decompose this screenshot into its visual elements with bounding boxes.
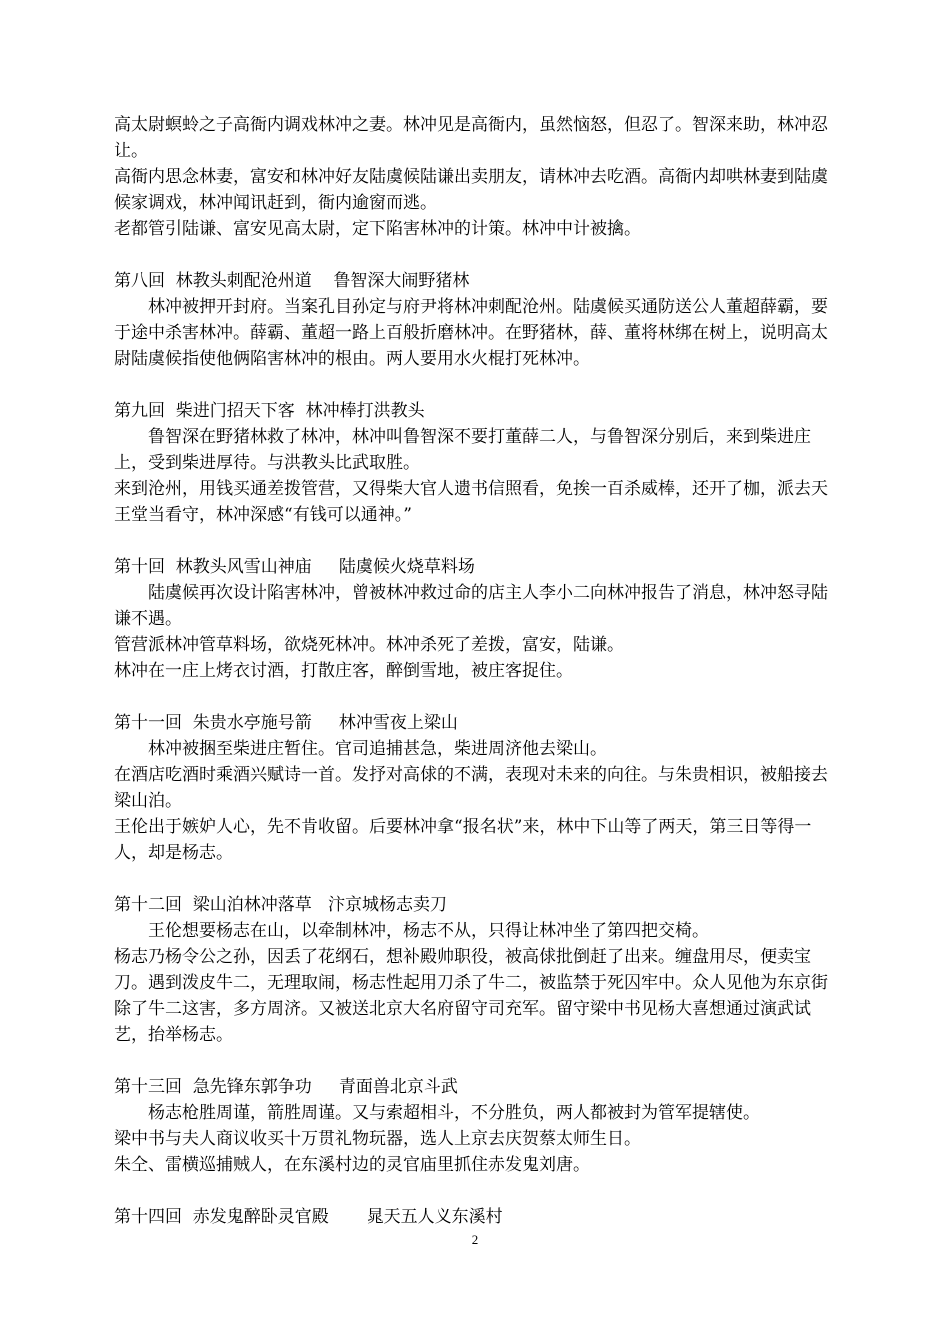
intro-paragraph-2: 高衙内思念林妻，富安和林冲好友陆虞候陆谦出卖朋友，请林冲去吃酒。高衙内却哄林妻到陆虞候家调戏，林冲闻讯赶到，衙内逾窗而逃。: [114, 167, 828, 213]
intro-paragraph-3: 老都管引陆谦、富安见高太尉，定下陷害林冲的计策。林冲中计被擒。: [114, 219, 641, 239]
chapter-9: [114, 398, 838, 528]
chapter-paragraph: 杨志枪胜周谨，箭胜周谨。又与索超相斗，不分胜负，两人都被封为管军提辖使。: [148, 1103, 760, 1123]
chapter-8: [114, 268, 838, 372]
chapter-paragraph: 林冲被押开封府。当案孔目孙定与府尹将林冲刺配沧州。陆虞候买通防送公人董超薛霸，要于途中杀害林冲。薛霸、董超一路上百般折磨林冲。在野猪林，薛、董将林绑在树上，说明高太尉陆虞候指使他俩陷害林冲的根由。两人要用水火棍打死林冲。: [114, 297, 828, 369]
chapter-heading: 第八回 林教头刺配沧州道 鲁智深大闹野猪林: [114, 271, 470, 291]
chapter-paragraph: 王伦出于嫉妒人心，先不肯收留。后要林冲拿“报名状”来，林中下山等了两天，第三日等得一人，却是杨志。: [114, 817, 812, 863]
chapter-12: [114, 892, 838, 1048]
chapter-10: [114, 554, 838, 684]
chapter-heading: 第十一回 朱贵水亭施号箭 林冲雪夜上梁山: [114, 713, 458, 733]
chapter-paragraph: 梁中书与夫人商议收买十万贯礼物玩器，选人上京去庆贺蔡太师生日。: [114, 1129, 641, 1149]
chapter-paragraph: 林冲在一庄上烤衣讨酒，打散庄客，醉倒雪地，被庄客捉住。: [114, 661, 573, 681]
page-number: 2: [471, 1232, 479, 1247]
chapter-paragraph: 鲁智深在野猪林救了林冲，林冲叫鲁智深不要打董薛二人，与鲁智深分别后，来到柴进庄上，受到柴进厚待。与洪教头比武取胜。: [114, 427, 811, 473]
chapter-heading: 第九回 柴进门招天下客 林冲棒打洪教头: [114, 401, 425, 421]
chapter-paragraph: 朱仝、雷横巡捕贼人，在东溪村边的灵官庙里抓住赤发鬼刘唐。: [114, 1155, 590, 1175]
chapter-13: [114, 1074, 838, 1178]
chapter-11: [114, 710, 838, 866]
chapter-14: [114, 1204, 838, 1230]
chapter-paragraph: 来到沧州，用钱买通差拨管营，又得柴大官人遗书信照看，免挨一百杀威棒，还开了枷，派去天王堂当看守，林冲深感“有钱可以通神。”: [114, 479, 828, 525]
chapter-paragraph: 在酒店吃酒时乘酒兴赋诗一首。发抒对高俅的不满，表现对未来的向往。与朱贵相识，被船接去梁山泊。: [114, 765, 828, 811]
chapter-paragraph: 林冲被捆至柴进庄暂住。官司追捕甚急，柴进周济他去梁山。: [148, 739, 607, 759]
intro-paragraph-1: 高太尉螟蛉之子高衙内调戏林冲之妻。林冲见是高衙内，虽然恼怒，但忍了。智深来助，林冲忍让。: [114, 115, 828, 161]
chapter-paragraph: 陆虞候再次设计陷害林冲，曾被林冲救过命的店主人李小二向林冲报告了消息，林冲怒寻陆谦不遇。: [114, 583, 828, 629]
chapter-paragraph: 管营派林冲管草料场，欲烧死林冲。林冲杀死了差拨，富安，陆谦。: [114, 635, 624, 655]
chapter-heading: 第十回 林教头风雪山神庙 陆虞候火烧草料场: [114, 557, 475, 577]
chapter-heading: 第十三回 急先锋东郭争功 青面兽北京斗武: [114, 1077, 458, 1097]
chapter-heading: 第十四回 赤发鬼醉卧灵官殿 晁天五人义东溪村: [114, 1207, 503, 1227]
chapter-paragraph: 王伦想要杨志在山，以牵制林冲，杨志不从，只得让林冲坐了第四把交椅。: [148, 921, 709, 941]
chapter-heading: 第十二回 梁山泊林冲落草 汴京城杨志卖刀: [114, 895, 448, 915]
page-content: [114, 112, 838, 1230]
chapter-paragraph: 杨志乃杨令公之孙，因丢了花纲石，想补殿帅职役，被高俅批倒赶了出来。缠盘用尽，便卖宝刀。遇到泼皮牛二，无理取闹，杨志性起用刀杀了牛二，被监禁于死囚牢中。众人见他为东京街除了牛二这害，多方周济。又被送北京大名府留守司充军。留守梁中书见杨大喜想通过演武试艺，抬举杨志。: [114, 947, 828, 1045]
